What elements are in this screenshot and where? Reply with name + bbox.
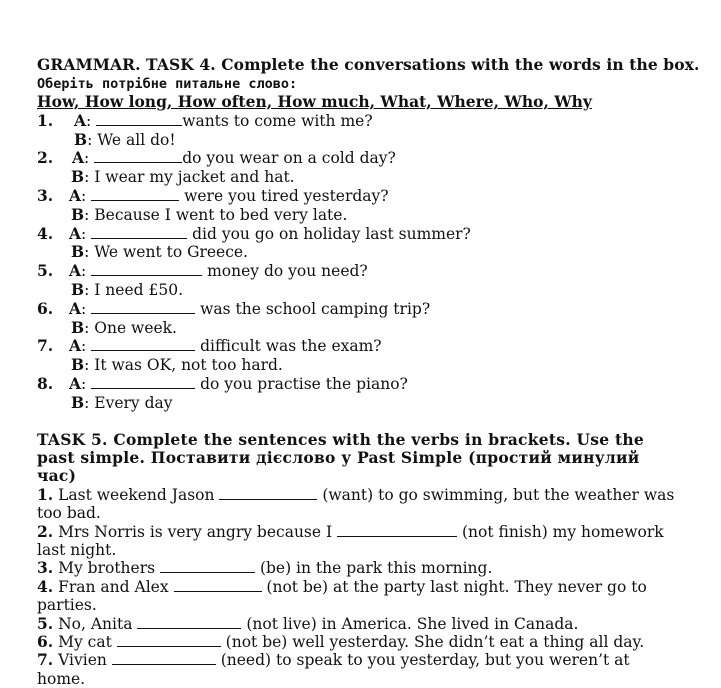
answer-text: : One week. bbox=[84, 318, 177, 337]
task4-subtitle: Оберіть потрібне питальне слово: bbox=[37, 75, 298, 92]
question-text: money do you need? bbox=[202, 262, 368, 281]
task5-item-7 bbox=[37, 651, 677, 688]
answer-text: : I need £50. bbox=[84, 280, 183, 299]
sentence-end: (not live) in America. She lived in Canada. bbox=[241, 614, 579, 633]
answer-text: : We went to Greece. bbox=[84, 243, 249, 262]
answer-blank[interactable] bbox=[94, 149, 182, 163]
task4-items bbox=[37, 112, 677, 413]
sentence-start: My brothers bbox=[53, 559, 161, 578]
speaker-a: A bbox=[69, 336, 82, 356]
word-box-text: How, How long, How often, How much, What, Where, Who, Why bbox=[37, 92, 592, 112]
item-number: 3. bbox=[37, 558, 54, 578]
sentence-start: Mrs Norris is very angry because I bbox=[53, 522, 338, 541]
sentence-start: My cat bbox=[53, 633, 117, 651]
answer-blank[interactable] bbox=[96, 112, 182, 126]
task5-item-4 bbox=[37, 578, 677, 615]
task4-item-2-b bbox=[37, 168, 677, 187]
sentence-start: Fran and Alex bbox=[53, 577, 174, 596]
answer-blank[interactable] bbox=[91, 225, 187, 239]
task4-item-2-a: 2. A: do you wear on a cold day? bbox=[37, 148, 396, 168]
speaker-a: A bbox=[69, 373, 82, 393]
item-number: 5. bbox=[37, 261, 54, 281]
task4-title: GRAMMAR. TASK 4. Complete the conversations with the words in the box. bbox=[37, 55, 700, 74]
speaker-b: B bbox=[74, 129, 88, 149]
speaker-a: A bbox=[74, 110, 87, 130]
speaker-b: B bbox=[71, 242, 85, 262]
task4-item-7-a: 7. A: difficult was the exam? bbox=[37, 336, 382, 356]
speaker-b: B bbox=[71, 355, 85, 375]
speaker-a: A bbox=[72, 148, 85, 168]
answer-text: : Every day bbox=[84, 393, 173, 412]
speaker-a: A bbox=[69, 298, 82, 318]
speaker-b: B bbox=[71, 204, 85, 224]
answer-blank[interactable] bbox=[91, 337, 195, 351]
task4-item-1-a: 1. A: wants to come with me? bbox=[37, 110, 373, 130]
speaker-b: B bbox=[71, 167, 85, 187]
item-number: 6. bbox=[37, 298, 54, 318]
sentence-end: (be) in the park this morning. bbox=[255, 559, 493, 578]
answer-blank[interactable] bbox=[91, 187, 179, 201]
answer-blank[interactable] bbox=[91, 262, 202, 276]
sentence-end: (want) to go swimming, but the weather was too bad. bbox=[37, 485, 675, 523]
worksheet bbox=[37, 55, 700, 688]
task5 bbox=[37, 431, 677, 688]
item-number: 7. bbox=[37, 650, 54, 670]
question-text: do you practise the piano? bbox=[195, 374, 408, 393]
answer-text: : It was OK, not too hard. bbox=[84, 356, 283, 375]
item-number: 2. bbox=[37, 148, 54, 168]
task4-item-1-b bbox=[37, 131, 677, 150]
question-text: do you wear on a cold day? bbox=[182, 149, 396, 168]
answer-blank[interactable] bbox=[160, 559, 255, 573]
item-number: 1. bbox=[37, 110, 54, 130]
task4-item-5-a: 5. A: money do you need? bbox=[37, 261, 368, 281]
task5-item-1 bbox=[37, 486, 677, 523]
sentence-start: Last weekend Jason bbox=[53, 485, 220, 504]
task4-item-8-a: 8. A: do you practise the piano? bbox=[37, 373, 408, 393]
task4-item-6-a: 6. A: was the school camping trip? bbox=[37, 298, 431, 318]
question-text: did you go on holiday last summer? bbox=[187, 224, 471, 243]
item-number: 6. bbox=[37, 632, 54, 651]
task5-item-3 bbox=[37, 559, 677, 577]
speaker-b: B bbox=[71, 392, 85, 412]
item-number: 3. bbox=[37, 185, 54, 205]
task5-item-5 bbox=[37, 615, 677, 633]
answer-blank[interactable] bbox=[137, 615, 241, 629]
item-number: 4. bbox=[37, 223, 54, 243]
sentence-start: No, Anita bbox=[53, 614, 138, 633]
task5-title: TASK 5. Complete the sentences with the verbs in brackets. Use the past simple. Поставити дієслово у Past Simple (простий минулий час) bbox=[37, 429, 645, 486]
item-number: 5. bbox=[37, 613, 54, 633]
item-number: 4. bbox=[37, 576, 54, 596]
word-box bbox=[37, 93, 677, 112]
task4-item-4-a: 4. A: did you go on holiday last summer? bbox=[37, 223, 471, 243]
answer-blank[interactable] bbox=[91, 300, 195, 314]
item-number: 8. bbox=[37, 373, 54, 393]
speaker-b: B bbox=[71, 279, 85, 299]
question-text: wants to come with me? bbox=[182, 111, 373, 130]
sentence-end: (need) to speak to you yesterday, but you weren’t at home. bbox=[37, 651, 630, 688]
answer-text: : We all do! bbox=[87, 130, 176, 149]
task4-item-3-b bbox=[37, 206, 677, 225]
answer-text: : Because I went to bed very late. bbox=[84, 205, 348, 224]
task4-item-7-b bbox=[37, 356, 677, 375]
speaker-a: A bbox=[69, 223, 82, 243]
answer-blank[interactable] bbox=[219, 486, 317, 500]
question-text: were you tired yesterday? bbox=[179, 186, 389, 205]
sentence-end: (not be) well yesterday. She didn’t eat a thing all day. bbox=[220, 633, 645, 651]
item-number: 2. bbox=[37, 521, 54, 541]
question-text: was the school camping trip? bbox=[195, 299, 431, 318]
question-text: difficult was the exam? bbox=[195, 337, 382, 356]
task4-item-3-a: 3. A: were you tired yesterday? bbox=[37, 185, 389, 205]
sentence-end: (not be) at the party last night. They never go to parties. bbox=[37, 577, 647, 615]
answer-blank[interactable] bbox=[91, 375, 195, 389]
speaker-a: A bbox=[69, 185, 82, 205]
answer-blank[interactable] bbox=[112, 651, 216, 665]
task4-item-6-b bbox=[37, 319, 677, 338]
task4-item-8-b bbox=[37, 394, 677, 413]
speaker-a: A bbox=[69, 261, 82, 281]
sentence-start: Vivien bbox=[53, 651, 112, 670]
answer-text: : I wear my jacket and hat. bbox=[84, 168, 295, 187]
task5-item-2 bbox=[37, 523, 677, 560]
sentence-end: (not finish) my homework last night. bbox=[37, 522, 664, 559]
task5-item-6 bbox=[37, 633, 677, 651]
answer-blank[interactable] bbox=[174, 578, 262, 592]
item-number: 7. bbox=[37, 336, 54, 356]
answer-blank[interactable] bbox=[337, 523, 457, 537]
answer-blank[interactable] bbox=[117, 633, 221, 647]
task4-item-5-b bbox=[37, 281, 677, 300]
item-number: 1. bbox=[37, 484, 54, 504]
speaker-b: B bbox=[71, 317, 85, 337]
task4-item-4-b bbox=[37, 243, 677, 262]
